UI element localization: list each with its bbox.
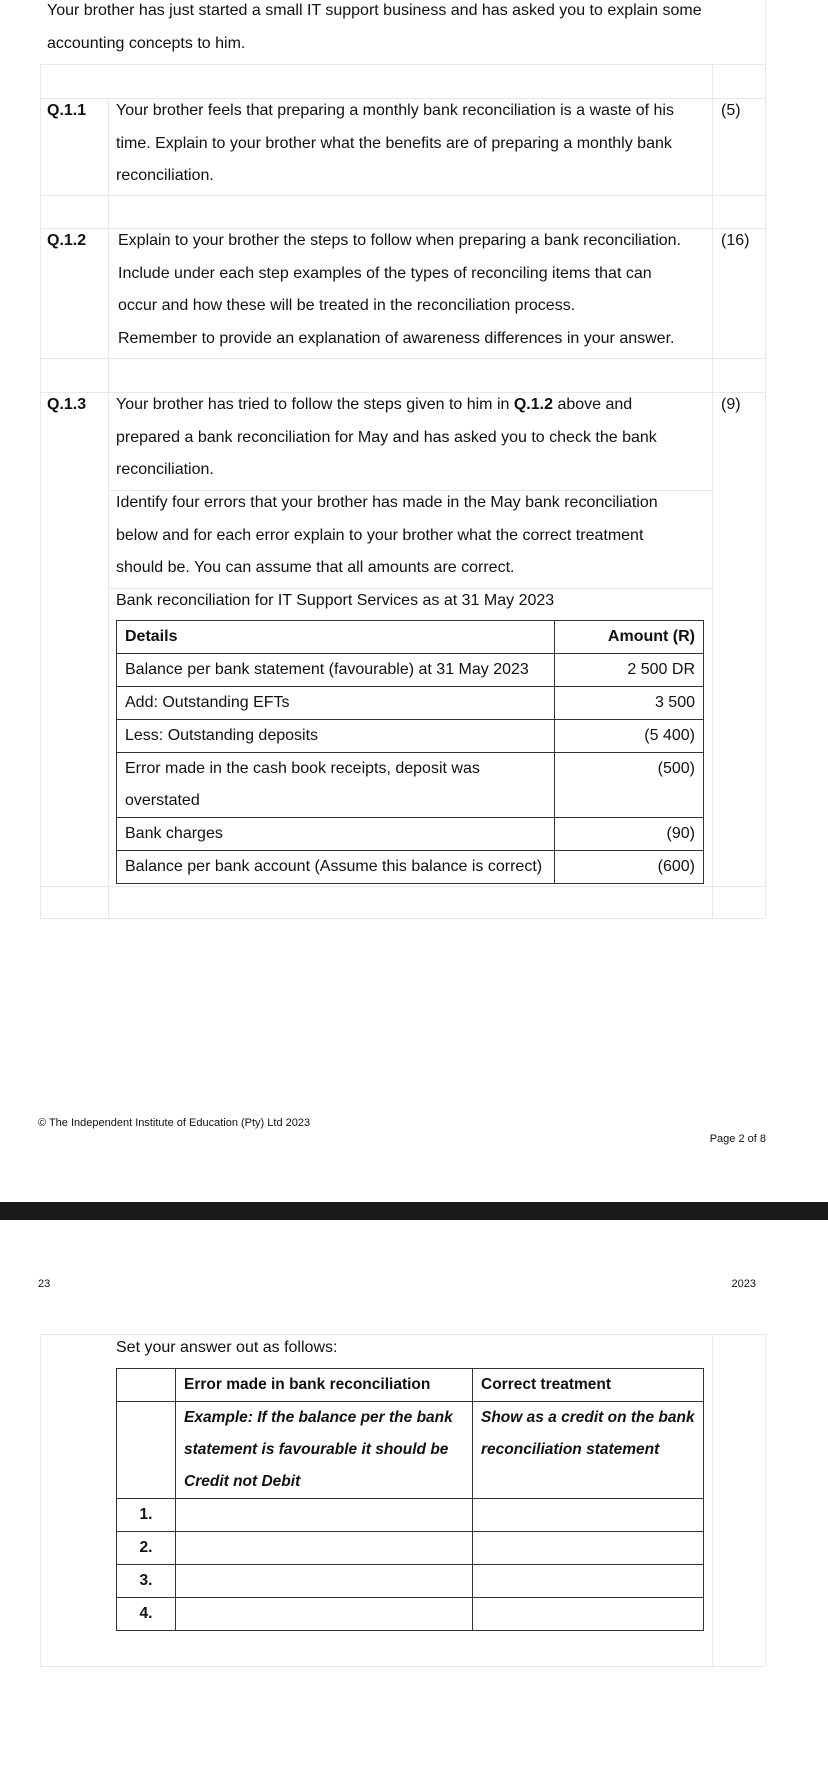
question-text-line: Include under each step examples of the types of reconciling items that can [118,265,652,282]
question-marks: (5) [721,102,741,119]
question-marks: (16) [721,232,750,249]
question-text-line: reconciliation. [116,167,214,184]
answer-error-cell[interactable] [176,1598,473,1631]
row-amount: 2 500 DR [555,654,704,687]
header-treatment: Correct treatment [473,1369,704,1402]
answer-number: 3. [117,1565,176,1598]
table-header-row [117,621,704,654]
answer-table [116,1368,704,1631]
header-error: Error made in bank reconciliation [176,1369,473,1402]
example-line: reconciliation statement [481,1441,660,1458]
answer-row [117,1598,704,1631]
row-details: Add: Outstanding EFTs [117,687,555,720]
answer-treatment-cell[interactable] [473,1565,704,1598]
grid-line [40,64,765,65]
question-text-line: below and for each error explain to your brother what the correct treatment [116,527,644,544]
answer-number: 2. [117,1532,176,1565]
table-row [117,851,704,884]
grid-line [40,1666,765,1667]
grid-line [40,1334,41,1666]
example-line: Credit not Debit [184,1473,301,1490]
question-text-line: prepared a bank reconciliation for May and has asked you to check the bank [116,429,657,446]
question-text-line: should be. You can assume that all amounts are correct. [116,559,515,576]
row-amount: (600) [555,851,704,884]
row-amount: (500) [555,753,704,818]
question-text-line: time. Explain to your brother what the benefits are of preparing a monthly bank [116,135,672,152]
grid-line [40,886,765,887]
question-text-line: Your brother feels that preparing a monthly bank reconciliation is a waste of his [116,102,674,119]
grid-line [40,195,765,196]
row-amount: 3 500 [555,687,704,720]
answer-number-cell [117,1402,176,1499]
question-number: Q.1.3 [47,396,87,413]
answer-row [117,1565,704,1598]
example-treatment [473,1402,704,1499]
answer-treatment-cell[interactable] [473,1499,704,1532]
copyright-notice: © The Independent Institute of Education (Pty) Ltd 2023 [38,1117,311,1129]
page-header-left: 23 [38,1278,51,1290]
question-text-line: Remember to provide an explanation of awareness differences in your answer. [118,330,675,347]
row-amount: (5 400) [555,720,704,753]
example-error [176,1402,473,1499]
header-amount: Amount (R) [555,621,704,654]
grid-line [712,1334,713,1666]
grid-line [40,64,41,918]
question-text-line: Identify four errors that your brother has made in the May bank reconciliation [116,494,658,511]
question-marks: (9) [721,396,741,413]
answer-row [117,1532,704,1565]
row-details: Balance per bank account (Assume this balance is correct) [117,851,555,884]
page-header-right: 2023 [731,1278,756,1290]
answer-number-cell [117,1369,176,1402]
question-number: Q.1.2 [47,232,87,249]
answer-error-cell[interactable] [176,1499,473,1532]
header-details: Details [117,621,555,654]
answer-example-row [117,1402,704,1499]
example-line: statement is favourable it should be [184,1441,449,1458]
answer-row [117,1499,704,1532]
answer-error-cell[interactable] [176,1565,473,1598]
grid-line [712,64,713,918]
table-row [117,687,704,720]
table-row [117,818,704,851]
row-details-line: overstated [125,792,200,809]
grid-line [108,98,109,918]
answer-instruction: Set your answer out as follows: [116,1339,338,1356]
answer-number: 1. [117,1499,176,1532]
row-details [117,753,555,818]
question-reference: Q.1.2 [513,396,553,413]
page-separator [0,1202,828,1220]
row-details: Less: Outstanding deposits [117,720,555,753]
table-title: Bank reconciliation for IT Support Services as at 31 May 2023 [116,592,555,609]
question-number: Q.1.1 [47,102,87,119]
bank-reconciliation-table [116,620,704,884]
answer-treatment-cell[interactable] [473,1532,704,1565]
row-details: Balance per bank statement (favourable) at 31 May 2023 [117,654,555,687]
answer-treatment-cell[interactable] [473,1598,704,1631]
answer-header-row [117,1369,704,1402]
grid-line [765,0,766,918]
row-amount: (90) [555,818,704,851]
answer-error-cell[interactable] [176,1532,473,1565]
intro-line-1: Your brother has just started a small IT support business and has asked you to explain some [47,2,702,19]
grid-line [40,918,765,919]
table-row [117,720,704,753]
table-row [117,753,704,818]
grid-line [765,1334,766,1666]
intro-line-2: accounting concepts to him. [47,35,246,52]
example-line: Example: If the balance per the bank [184,1409,453,1426]
question-text-line: reconciliation. [116,461,214,478]
question-text-line: occur and how these will be treated in the reconciliation process. [118,297,576,314]
page-number: Page 2 of 8 [709,1133,766,1145]
answer-number: 4. [117,1598,176,1631]
row-details: Bank charges [117,818,555,851]
example-line: Show as a credit on the bank [481,1409,695,1426]
row-details-line: Error made in the cash book receipts, deposit was [125,760,480,777]
question-text-line: Explain to your brother the steps to follow when preparing a bank reconciliation. [118,232,681,249]
table-row [117,654,704,687]
question-text-line: Your brother has tried to follow the steps given to him in Q.1.2 above and [116,396,633,413]
grid-line [40,358,765,359]
